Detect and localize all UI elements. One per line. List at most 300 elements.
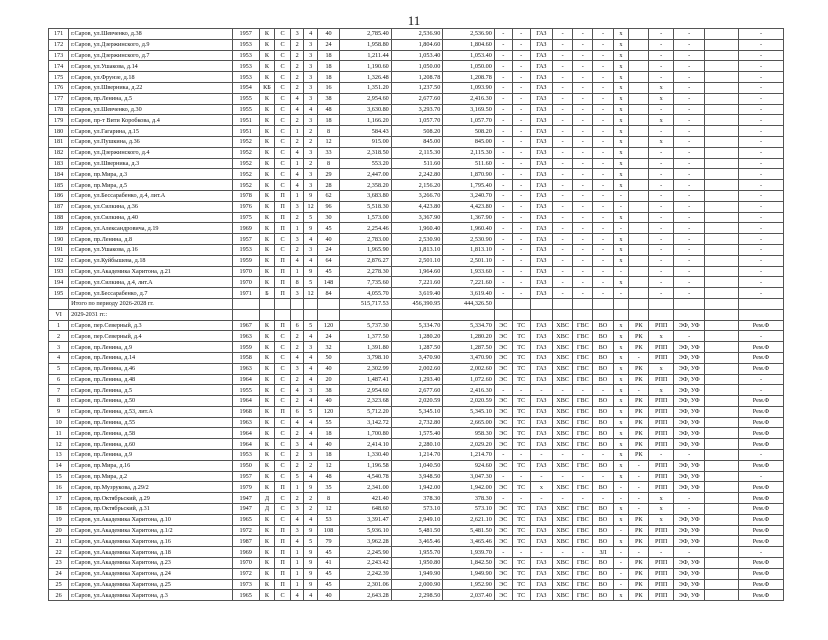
table-cell: 18	[317, 72, 339, 83]
table-cell	[317, 309, 339, 320]
table-cell: 2	[290, 72, 303, 83]
table-cell	[629, 223, 649, 234]
table-cell: ХВС	[553, 331, 573, 342]
table-row	[49, 244, 784, 255]
table-cell: К	[259, 244, 275, 255]
table-cell: -	[494, 136, 512, 147]
table-cell: 2	[290, 61, 303, 72]
table-cell: ТС	[512, 558, 530, 569]
table-cell: ГВС	[573, 439, 593, 450]
table-cell: 9	[304, 525, 317, 536]
table-cell	[705, 255, 739, 266]
table-cell: К	[259, 72, 275, 83]
table-cell: х	[613, 158, 629, 169]
table-cell: ГВС	[573, 460, 593, 471]
table-cell	[705, 374, 739, 385]
table-cell: 4	[290, 417, 303, 428]
table-cell: 12	[49, 439, 69, 450]
table-cell	[705, 331, 739, 342]
table-cell: -	[649, 29, 674, 40]
table-cell: 1	[290, 158, 303, 169]
table-row	[49, 525, 784, 536]
table-cell: х	[613, 255, 629, 266]
table-cell: -	[674, 104, 705, 115]
table-cell: 2,020.59	[391, 396, 443, 407]
table-cell	[705, 428, 739, 439]
table-row	[49, 536, 784, 547]
table-cell: ГВС	[573, 482, 593, 493]
table-cell: 2	[304, 504, 317, 515]
table-cell: 1970	[232, 266, 259, 277]
table-row	[49, 201, 784, 212]
table-cell: 5	[304, 320, 317, 331]
address-cell: г.Саров, пр.Ленина, д.50	[69, 396, 233, 407]
table-cell: Рем.Ф	[738, 396, 783, 407]
table-cell: -	[613, 568, 629, 579]
table-cell: 1969	[232, 223, 259, 234]
table-cell: 2	[290, 374, 303, 385]
table-cell: 1,330.40	[340, 450, 392, 461]
address-cell: г.Саров, пр.Ленина, д.53, лит.А	[69, 406, 233, 417]
table-cell: -	[494, 104, 512, 115]
table-cell: 2	[304, 460, 317, 471]
table-row	[49, 482, 784, 493]
table-cell	[705, 244, 739, 255]
table-cell: ГВС	[573, 558, 593, 569]
table-cell: -	[649, 169, 674, 180]
table-cell: 1,804.60	[443, 39, 495, 50]
table-cell: С	[275, 72, 291, 83]
table-cell: -	[573, 136, 593, 147]
table-cell: К	[259, 277, 275, 288]
table-cell: К	[259, 579, 275, 590]
table-cell: 62	[317, 190, 339, 201]
table-cell: ВО	[593, 504, 613, 515]
address-cell: г.Саров, ул.Дзержинского, д.7	[69, 50, 233, 61]
table-cell: РК	[629, 417, 649, 428]
table-cell: 915.00	[340, 136, 392, 147]
table-cell: 10	[49, 417, 69, 428]
table-cell: -	[738, 115, 783, 126]
table-cell	[705, 342, 739, 353]
table-cell	[629, 126, 649, 137]
table-cell: -	[738, 61, 783, 72]
table-cell: С	[275, 147, 291, 158]
table-cell	[290, 298, 303, 309]
table-cell: 24	[317, 39, 339, 50]
table-cell: ЭФ, УФ	[674, 525, 705, 536]
table-cell: 8	[317, 158, 339, 169]
table-cell: 1,795.40	[443, 180, 495, 191]
table-cell: Рем.Ф	[738, 428, 783, 439]
table-cell: -	[512, 450, 530, 461]
table-cell: -	[593, 29, 613, 40]
table-cell	[705, 504, 739, 515]
table-cell: ЭС	[494, 525, 512, 536]
table-cell: 2,954.60	[340, 93, 392, 104]
table-cell	[443, 309, 495, 320]
table-cell: -	[553, 244, 573, 255]
table-cell: 40	[317, 396, 339, 407]
table-cell: -	[494, 266, 512, 277]
table-cell: -	[494, 29, 512, 40]
table-cell: -	[613, 266, 629, 277]
table-cell: х	[613, 136, 629, 147]
table-cell	[705, 579, 739, 590]
table-cell: -	[649, 104, 674, 115]
table-cell: х	[649, 82, 674, 93]
table-cell: -	[512, 158, 530, 169]
table-cell: ГАЗ	[530, 277, 552, 288]
table-cell: 1987	[232, 536, 259, 547]
table-cell: ЭФ, УФ	[674, 385, 705, 396]
table-cell: -	[649, 201, 674, 212]
table-cell: ГАЗ	[530, 201, 552, 212]
table-cell: ВО	[593, 406, 613, 417]
table-cell: 1967	[232, 320, 259, 331]
table-cell: 1970	[232, 558, 259, 569]
table-row	[49, 417, 784, 428]
table-cell: 1947	[232, 493, 259, 504]
table-cell: П	[275, 525, 291, 536]
table-cell: -	[674, 29, 705, 40]
table-cell: ЭС	[494, 536, 512, 547]
table-row	[49, 439, 784, 450]
table-cell: 1,093.90	[443, 82, 495, 93]
table-cell: -	[674, 331, 705, 342]
table-cell: ГАЗ	[530, 61, 552, 72]
table-cell: 2,949.10	[391, 514, 443, 525]
table-cell: 3	[304, 244, 317, 255]
table-cell: 5,712.20	[340, 406, 392, 417]
table-cell: ГАЗ	[530, 363, 552, 374]
table-cell: -	[674, 547, 705, 558]
table-cell: П	[275, 568, 291, 579]
table-cell: 4	[290, 385, 303, 396]
table-cell: 4	[304, 590, 317, 601]
table-cell: С	[275, 244, 291, 255]
table-cell: 1,700.80	[340, 428, 392, 439]
table-row	[49, 385, 784, 396]
table-cell: РК	[629, 396, 649, 407]
table-cell: -	[512, 169, 530, 180]
table-cell: 508.20	[391, 126, 443, 137]
table-cell: -	[738, 450, 783, 461]
table-row	[49, 255, 784, 266]
table-cell	[705, 212, 739, 223]
table-cell	[629, 288, 649, 299]
table-cell: ГАЗ	[530, 212, 552, 223]
table-cell: ЭС	[494, 406, 512, 417]
table-cell: 1957	[232, 29, 259, 40]
table-row	[49, 547, 784, 558]
table-cell: -	[494, 126, 512, 137]
table-cell: Рем.Ф	[738, 482, 783, 493]
table-cell: -	[649, 50, 674, 61]
table-cell: 1	[290, 558, 303, 569]
table-cell: -	[512, 255, 530, 266]
table-cell: 2	[304, 126, 317, 137]
table-cell: -	[553, 223, 573, 234]
table-cell	[340, 309, 392, 320]
table-cell: ВО	[593, 482, 613, 493]
table-cell: -	[553, 201, 573, 212]
table-cell: К	[259, 525, 275, 536]
table-cell: -	[494, 450, 512, 461]
table-cell: ТС	[512, 417, 530, 428]
table-cell: 2,156.20	[391, 180, 443, 191]
table-cell: -	[738, 244, 783, 255]
table-cell: РПП	[649, 396, 674, 407]
table-cell: ВО	[593, 417, 613, 428]
table-cell: -	[649, 212, 674, 223]
table-cell: ХВС	[553, 568, 573, 579]
table-cell: 3	[290, 201, 303, 212]
table-row	[49, 82, 784, 93]
table-cell: К	[259, 201, 275, 212]
table-cell: 195	[49, 288, 69, 299]
table-cell: -	[674, 136, 705, 147]
table-cell: 1	[290, 126, 303, 137]
table-cell: ЭС	[494, 342, 512, 353]
table-cell: ТС	[512, 579, 530, 590]
table-cell: РК	[629, 342, 649, 353]
table-cell: 2,000.90	[391, 579, 443, 590]
table-cell: 33	[317, 147, 339, 158]
table-cell	[705, 558, 739, 569]
table-cell: 1,237.50	[391, 82, 443, 93]
table-cell: 1	[290, 547, 303, 558]
table-cell: 5	[304, 406, 317, 417]
table-cell: -	[593, 493, 613, 504]
table-cell: ГАЗ	[530, 93, 552, 104]
table-cell: 2,530.90	[443, 234, 495, 245]
table-cell: С	[275, 514, 291, 525]
table-cell: -	[573, 450, 593, 461]
address-cell: г.Саров, пр.Ленина, д.8	[69, 234, 233, 245]
table-cell: -	[738, 136, 783, 147]
table-cell: П	[275, 288, 291, 299]
table-cell: ГАЗ	[530, 439, 552, 450]
table-cell: ГАЗ	[530, 223, 552, 234]
table-cell: РК	[629, 579, 649, 590]
table-cell: ГВС	[573, 590, 593, 601]
table-cell: 1959	[232, 342, 259, 353]
table-cell: -	[593, 93, 613, 104]
table-cell: 189	[49, 223, 69, 234]
table-cell: -	[738, 126, 783, 137]
table-row	[49, 234, 784, 245]
table-cell: 79	[317, 536, 339, 547]
table-cell: К	[259, 331, 275, 342]
table-cell: 12	[304, 201, 317, 212]
table-cell: -	[738, 471, 783, 482]
table-cell: 2	[290, 39, 303, 50]
table-cell: 1971	[232, 288, 259, 299]
table-cell: 1,053.40	[443, 50, 495, 61]
table-cell: -	[593, 277, 613, 288]
table-cell: 1,950.80	[391, 558, 443, 569]
table-cell: ЭС	[494, 579, 512, 590]
table-cell: ВО	[593, 363, 613, 374]
table-cell: ХВС	[553, 352, 573, 363]
table-cell	[738, 298, 783, 309]
table-cell: 3,240.70	[443, 190, 495, 201]
table-cell: 29	[317, 169, 339, 180]
table-cell: х	[613, 50, 629, 61]
table-cell: -	[649, 277, 674, 288]
table-cell: 1,196.58	[340, 460, 392, 471]
table-cell: ЭС	[494, 482, 512, 493]
table-cell: 1,933.60	[443, 266, 495, 277]
table-cell: -	[613, 525, 629, 536]
table-cell: ТС	[512, 363, 530, 374]
table-cell	[705, 61, 739, 72]
table-cell	[705, 536, 739, 547]
table-cell: -	[613, 190, 629, 201]
table-cell	[629, 93, 649, 104]
table-row	[49, 590, 784, 601]
table-cell: Рем.Ф	[738, 525, 783, 536]
table-cell: 924.60	[443, 460, 495, 471]
table-cell: -	[512, 136, 530, 147]
table-cell: -	[593, 158, 613, 169]
table-cell: ГВС	[573, 568, 593, 579]
table-cell: ГВС	[573, 514, 593, 525]
table-cell: 48	[317, 104, 339, 115]
table-cell: 55	[317, 417, 339, 428]
table-cell: -	[593, 180, 613, 191]
table-cell: 20	[49, 525, 69, 536]
table-cell: 553.20	[340, 158, 392, 169]
table-cell: 1972	[232, 525, 259, 536]
table-cell: 5	[49, 363, 69, 374]
table-cell: -	[593, 50, 613, 61]
table-cell: ЭФ, УФ	[674, 460, 705, 471]
table-cell: С	[275, 450, 291, 461]
table-cell: 193	[49, 266, 69, 277]
table-cell: 2,020.59	[443, 396, 495, 407]
table-cell: -	[512, 223, 530, 234]
table-cell: -	[593, 201, 613, 212]
table-cell	[705, 115, 739, 126]
table-cell	[705, 223, 739, 234]
table-cell: -	[512, 93, 530, 104]
table-cell: 2	[290, 82, 303, 93]
table-cell: 1,842.50	[443, 558, 495, 569]
table-cell: С	[275, 104, 291, 115]
table-cell: -	[553, 169, 573, 180]
table-cell: ГАЗ	[530, 180, 552, 191]
table-cell: ГАЗ	[530, 104, 552, 115]
table-cell: ЭС	[494, 514, 512, 525]
table-cell	[304, 298, 317, 309]
table-cell: К	[259, 255, 275, 266]
table-cell	[573, 298, 593, 309]
table-cell: 4	[304, 352, 317, 363]
table-cell: 9	[304, 568, 317, 579]
table-cell: К	[259, 61, 275, 72]
table-cell: 64	[317, 255, 339, 266]
table-cell: -	[629, 460, 649, 471]
table-cell: ХВС	[553, 579, 573, 590]
table-cell: С	[275, 590, 291, 601]
table-cell	[705, 396, 739, 407]
table-cell: П	[275, 201, 291, 212]
table-cell: 2	[290, 450, 303, 461]
table-cell: Д	[259, 493, 275, 504]
table-cell: К	[259, 363, 275, 374]
table-cell: -	[512, 266, 530, 277]
table-cell	[705, 590, 739, 601]
table-cell: С	[275, 50, 291, 61]
table-cell: 2,643.28	[340, 590, 392, 601]
table-cell: -	[613, 558, 629, 569]
table-cell: -	[553, 277, 573, 288]
table-cell: -	[738, 201, 783, 212]
table-row	[49, 104, 784, 115]
table-cell: ГВС	[573, 579, 593, 590]
table-cell: 1952	[232, 180, 259, 191]
table-cell: 176	[49, 82, 69, 93]
table-cell: ГАЗ	[530, 244, 552, 255]
table-cell: -	[530, 450, 552, 461]
table-cell: 3	[304, 72, 317, 83]
table-cell: х	[613, 115, 629, 126]
table-cell: 4	[304, 396, 317, 407]
table-cell: 13	[49, 450, 69, 461]
table-cell: К	[259, 169, 275, 180]
table-cell: Рем.Ф	[738, 579, 783, 590]
table-cell: 5	[304, 277, 317, 288]
table-cell	[512, 298, 530, 309]
table-row	[49, 136, 784, 147]
table-cell: К	[259, 180, 275, 191]
table-cell: 3,630.80	[340, 104, 392, 115]
table-cell: ВО	[593, 331, 613, 342]
table-cell	[629, 115, 649, 126]
table-cell: -	[738, 180, 783, 191]
table-cell	[629, 212, 649, 223]
table-cell	[705, 50, 739, 61]
table-cell: ГАЗ	[530, 568, 552, 579]
table-cell: -	[593, 471, 613, 482]
address-cell: г.Саров, ул.Силкина, д.4, лит.А	[69, 277, 233, 288]
table-cell: 3,367.90	[391, 212, 443, 223]
table-cell: 845.00	[443, 136, 495, 147]
table-cell: х	[613, 212, 629, 223]
table-cell: ХВС	[553, 363, 573, 374]
table-cell: -	[629, 493, 649, 504]
table-cell: ХВС	[553, 590, 573, 601]
table-cell	[705, 288, 739, 299]
table-cell: х	[613, 428, 629, 439]
table-cell: -	[593, 72, 613, 83]
table-cell: 1952	[232, 147, 259, 158]
table-cell: ТС	[512, 352, 530, 363]
table-cell: -	[573, 180, 593, 191]
table-cell: ГВС	[573, 428, 593, 439]
table-row	[49, 147, 784, 158]
table-cell: ГАЗ	[530, 255, 552, 266]
table-cell: ЭС	[494, 331, 512, 342]
table-cell: -	[593, 223, 613, 234]
table-cell: ГВС	[573, 504, 593, 515]
table-cell: 1950	[232, 460, 259, 471]
table-cell: -	[494, 169, 512, 180]
table-cell: 48	[317, 471, 339, 482]
table-cell: РК	[629, 558, 649, 569]
